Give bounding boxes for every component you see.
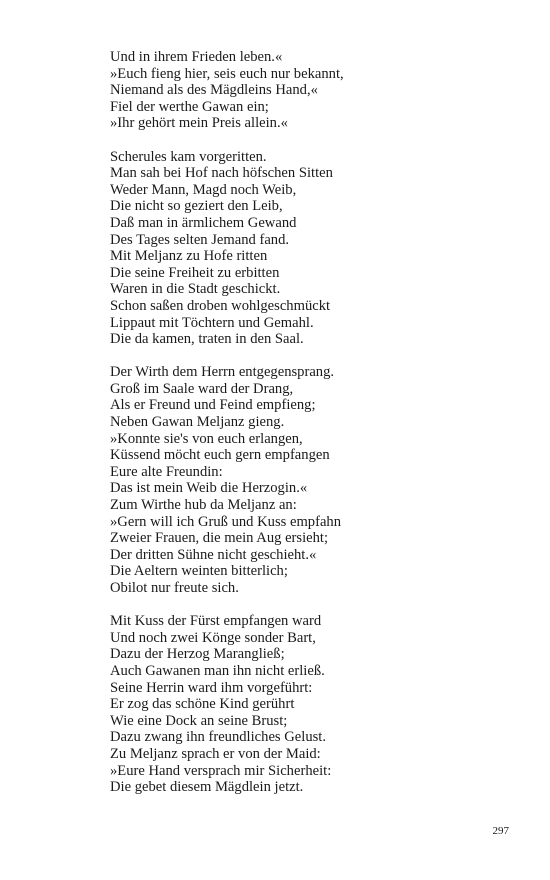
verse-line: Dazu zwang ihn freundliches Gelust. (110, 729, 326, 746)
verse-line: Als er Freund und Feind empfieng; (110, 397, 316, 414)
stanza (110, 149, 510, 348)
verse-line: Der dritten Sühne nicht geschieht.« (110, 546, 317, 563)
verse-line: Schon saßen droben wohlgeschmückt (110, 297, 331, 314)
verse-line: Der Wirth dem Herrn entgegensprang. (110, 364, 335, 381)
verse-line: Er zog das schöne Kind gerührt (110, 696, 295, 713)
page-number: 297 (492, 825, 509, 837)
verse-line: Neben Gawan Meljanz gieng. (110, 414, 285, 431)
verse-line: Das ist mein Weib die Herzogin.« (110, 480, 308, 497)
verse-line: Die seine Freiheit zu erbitten (110, 264, 280, 281)
verse-line: Waren in die Stadt geschickt. (110, 281, 281, 298)
verse-line: Groß im Saale ward der Drang, (110, 380, 294, 397)
verse-line: Zu Meljanz sprach er von der Maid: (110, 745, 321, 762)
verse-line: »Euch fieng hier, seis euch nur bekannt, (110, 65, 344, 82)
verse-line: Mit Kuss der Fürst empfangen ward (110, 613, 322, 630)
verse-line: Küssend möcht euch gern empfangen (110, 447, 330, 464)
verse-line: »Eure Hand versprach mir Sicherheit: (110, 762, 332, 779)
stanza (110, 49, 510, 132)
verse-line: Daß man in ärmlichem Gewand (110, 214, 297, 231)
verse-line: Seine Herrin ward ihm vorgeführt: (110, 679, 313, 696)
verse-line: Mit Meljanz zu Hofe ritten (110, 248, 268, 265)
verse-line: Und in ihrem Frieden leben.« (110, 49, 283, 65)
verse-line: »Gern will ich Gruß und Kuss empfahn (110, 513, 342, 530)
verse-line: Niemand als des Mägdleins Hand,« (110, 82, 318, 99)
verse-line: Des Tages selten Jemand fand. (110, 231, 290, 248)
verse-line: Die gebet diesem Mägdlein jetzt. (110, 779, 304, 796)
verse-line: Weder Mann, Magd noch Weib, (110, 181, 297, 198)
stanza (110, 364, 510, 596)
verse-line: Auch Gawanen man ihn nicht erließ. (110, 662, 325, 679)
verse-line: Die da kamen, traten in den Saal. (110, 331, 304, 348)
verse-line: Eure alte Freundin: (110, 463, 223, 480)
verse-line: Lippaut mit Töchtern und Gemahl. (110, 314, 314, 331)
verse-line: Zweier Frauen, die mein Aug ersieht; (110, 530, 329, 547)
verse-line: Die nicht so geziert den Leib, (110, 198, 283, 215)
stanza (110, 613, 510, 796)
verse-line: Wie eine Dock an seine Brust; (110, 712, 288, 729)
verse-line: Fiel der werthe Gawan ein; (110, 98, 269, 115)
verse-line: Die Aeltern weinten bitterlich; (110, 563, 288, 580)
verse-line: Zum Wirthe hub da Meljanz an: (110, 497, 297, 514)
verse-line: Dazu der Herzog Marangließ; (110, 646, 285, 663)
verse-line: »Ihr gehört mein Preis allein.« (110, 115, 288, 132)
verse-line: Man sah bei Hof nach höfschen Sitten (110, 165, 333, 182)
verse-line: »Konnte sie's von euch erlangen, (110, 430, 303, 447)
poem-text (110, 49, 510, 812)
verse-line: Und noch zwei Könge sonder Bart, (110, 629, 316, 646)
verse-line: Scherules kam vorgeritten. (110, 148, 267, 165)
verse-line: Obilot nur freute sich. (110, 580, 239, 596)
